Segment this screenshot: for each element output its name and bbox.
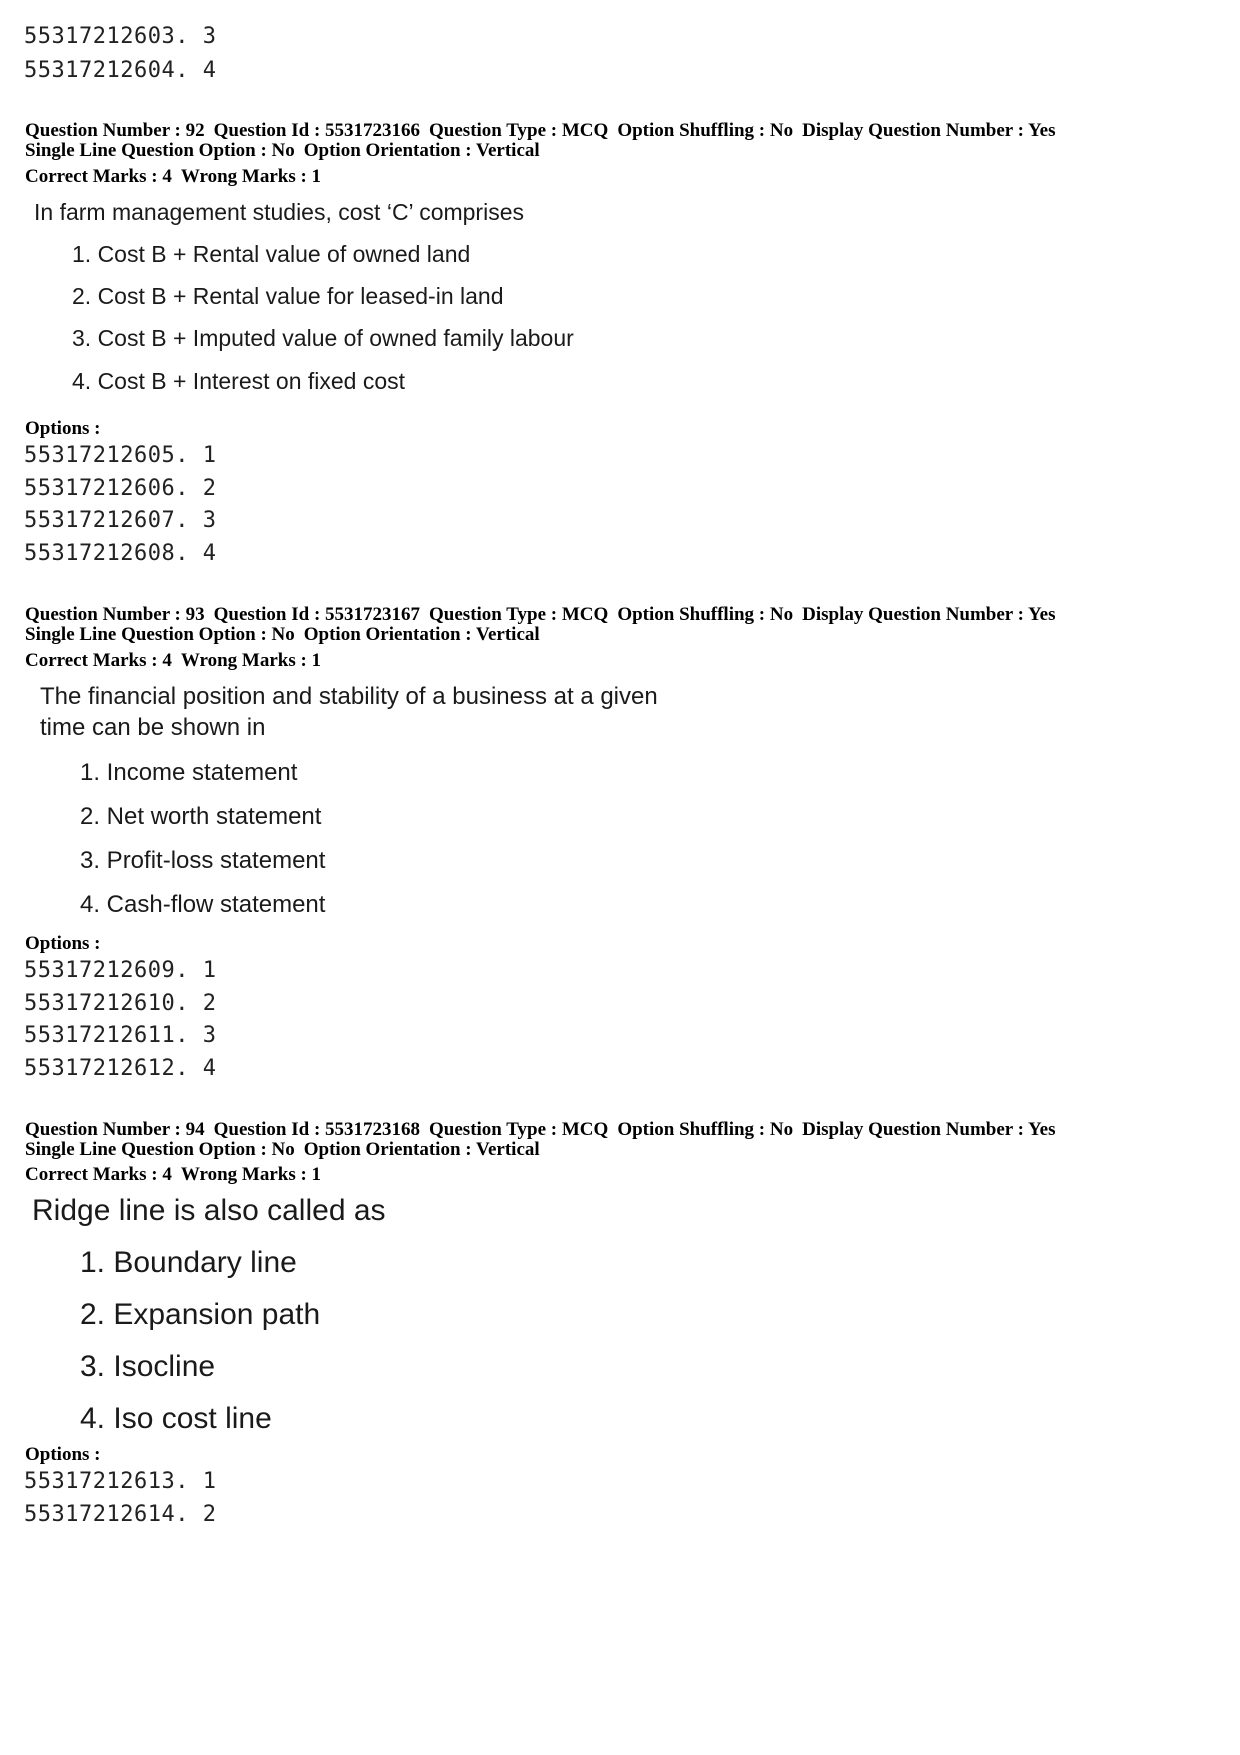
question-stem: Ridge line is also called as: [32, 1194, 386, 1227]
option-line: 55317212611. 3: [24, 1023, 217, 1048]
question-meta-line: Single Line Question Option : No Option Orientation : Vertical: [25, 624, 540, 645]
marks-line: Correct Marks : 4 Wrong Marks : 1: [25, 166, 322, 187]
option-line: 55317212609. 1: [24, 958, 217, 983]
question-stem: In farm management studies, cost ‘C’ comprises: [34, 199, 524, 225]
question-meta-line: Question Number : 92 Question Id : 5531723166 Question Type : MCQ Option Shuffling : No Display Question Number : Yes: [25, 120, 1056, 141]
question-meta-line: Single Line Question Option : No Option Orientation : Vertical: [25, 140, 540, 161]
question-meta-line: Single Line Question Option : No Option Orientation : Vertical: [25, 1139, 540, 1160]
options-label: Options :: [25, 1444, 101, 1465]
options-label: Options :: [25, 418, 101, 439]
option-line: 55317212607. 3: [24, 508, 217, 533]
choice-text: 3. Cost B + Imputed value of owned family labour: [72, 325, 574, 351]
choice-text: 4. Iso cost line: [80, 1402, 272, 1435]
choice-text: 3. Profit-loss statement: [80, 847, 326, 874]
option-line: 55317212613. 1: [24, 1469, 217, 1494]
option-line: 55317212605. 1: [24, 443, 217, 468]
options-label: Options :: [25, 933, 101, 954]
option-line: 55317212604. 4: [24, 58, 217, 83]
question-meta-line: Question Number : 94 Question Id : 5531723168 Question Type : MCQ Option Shuffling : No Display Question Number : Yes: [25, 1119, 1056, 1140]
choice-text: 1. Boundary line: [80, 1246, 297, 1279]
choice-text: 4. Cash-flow statement: [80, 891, 326, 918]
option-line: 55317212606. 2: [24, 476, 217, 501]
marks-line: Correct Marks : 4 Wrong Marks : 1: [25, 1164, 322, 1185]
choice-text: 3. Isocline: [80, 1350, 216, 1383]
option-line: 55317212608. 4: [24, 541, 217, 566]
option-line: 55317212603. 3: [24, 24, 217, 49]
question-stem: time can be shown in: [40, 714, 266, 741]
question-stem: The financial position and stability of a business at a given: [40, 683, 658, 710]
choice-text: 1. Cost B + Rental value of owned land: [72, 241, 471, 267]
option-line: 55317212614. 2: [24, 1502, 217, 1527]
choice-text: 1. Income statement: [80, 759, 298, 786]
option-line: 55317212612. 4: [24, 1056, 217, 1081]
choice-text: 4. Cost B + Interest on fixed cost: [72, 368, 406, 394]
choice-text: 2. Cost B + Rental value for leased-in land: [72, 283, 504, 309]
question-meta-line: Question Number : 93 Question Id : 5531723167 Question Type : MCQ Option Shuffling : No Display Question Number : Yes: [25, 604, 1056, 625]
choice-text: 2. Net worth statement: [80, 803, 322, 830]
option-line: 55317212610. 2: [24, 991, 217, 1016]
marks-line: Correct Marks : 4 Wrong Marks : 1: [25, 650, 322, 671]
choice-text: 2. Expansion path: [80, 1298, 321, 1331]
